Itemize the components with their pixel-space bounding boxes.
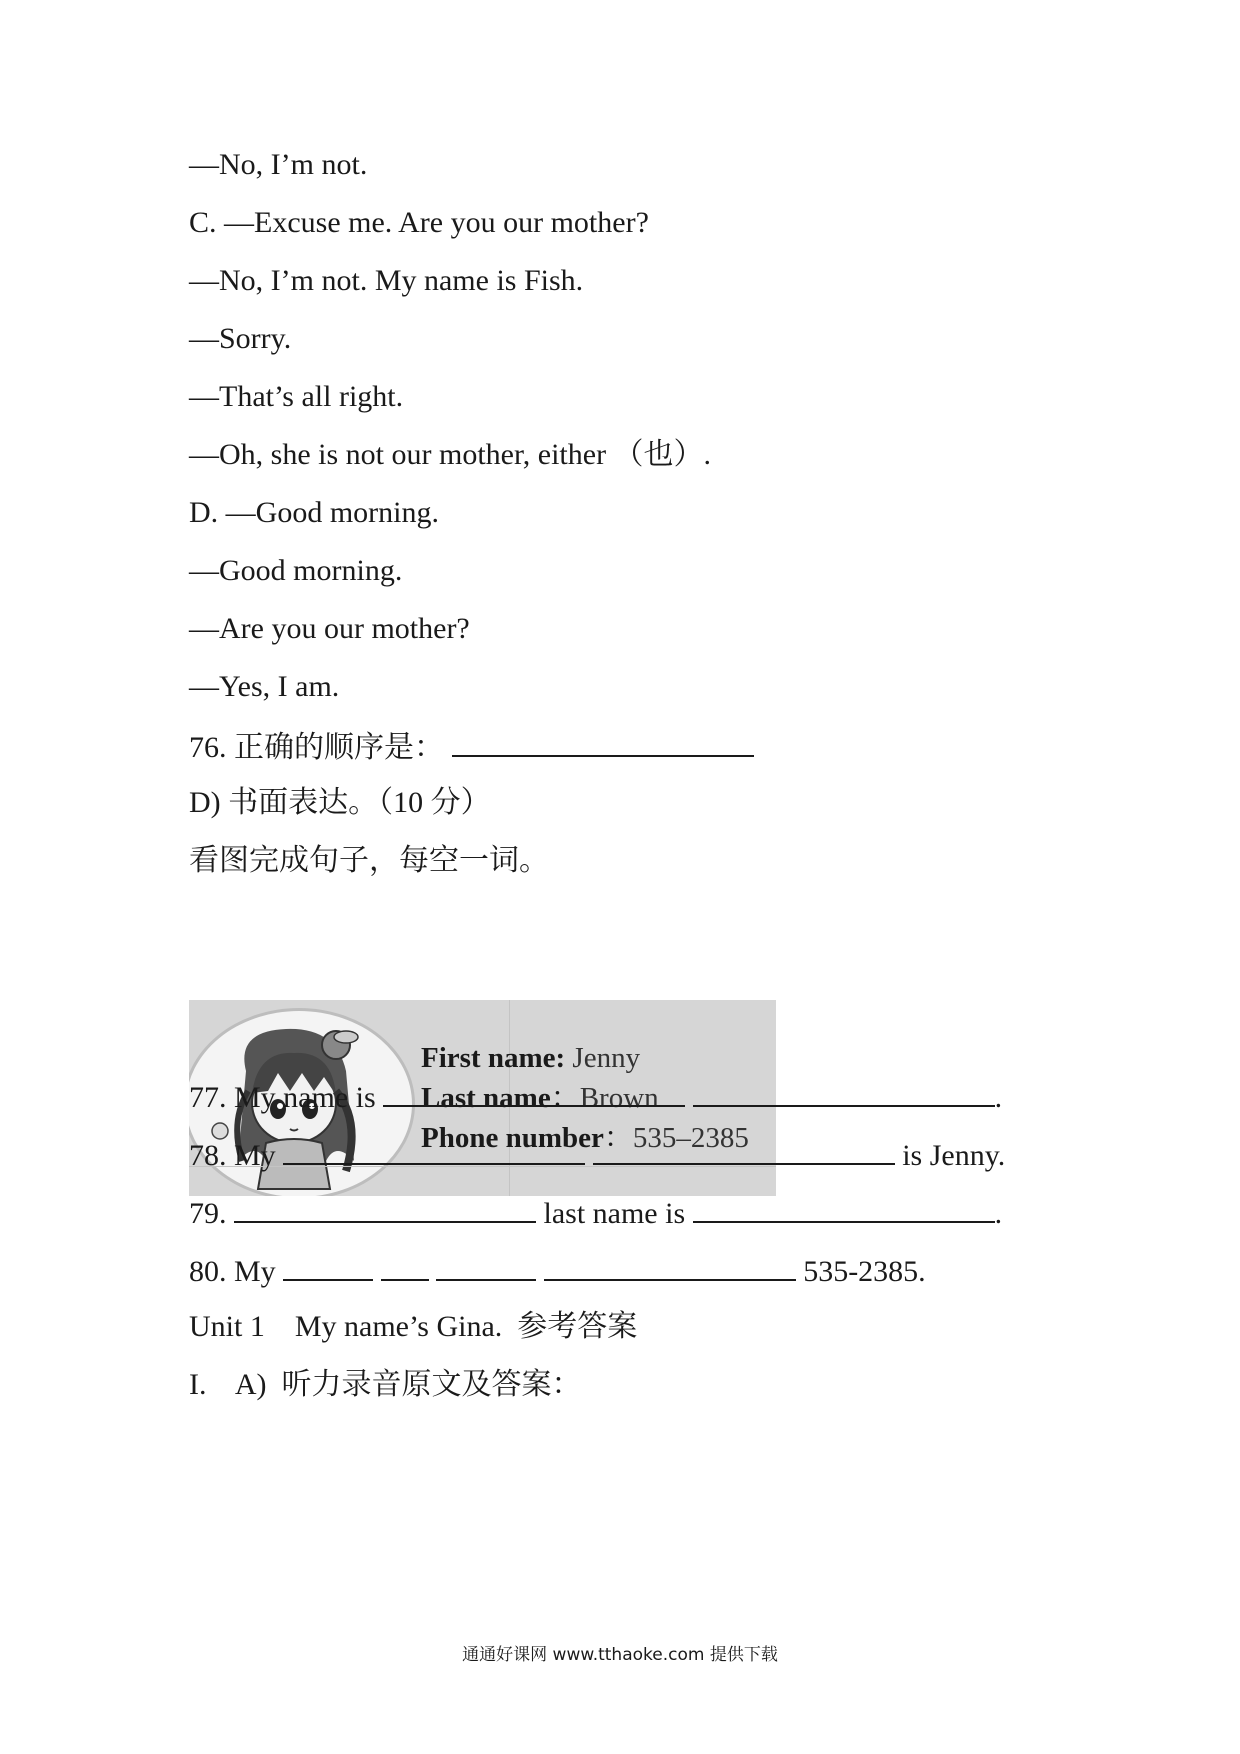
answer-blank[interactable] (283, 1133, 585, 1165)
dialogue-line: —Oh, she is not our mother, either （也）. (189, 438, 712, 471)
dialogue-line: —Yes, I am. (189, 670, 340, 703)
answer-blank[interactable] (383, 1075, 685, 1107)
dialogue-line: —Good morning. (189, 554, 403, 587)
colon: ： (603, 1122, 633, 1154)
dialogue-line: —Sorry. (189, 322, 292, 355)
dialogue-line: C. —Excuse me. Are you our mother? (189, 206, 649, 239)
answer-blank[interactable] (381, 1249, 429, 1281)
question-79-prefix: 79. (189, 1197, 227, 1230)
question-80-suffix: 535-2385. (803, 1255, 926, 1288)
last-name-label: Last name (421, 1082, 551, 1114)
answer-blank[interactable] (693, 1075, 995, 1107)
question-77-suffix: . (994, 1081, 1003, 1114)
section-d-instruction: 看图完成句子，每空一词。 (189, 844, 549, 877)
first-name-row (421, 1038, 749, 1078)
answer-blank[interactable] (234, 1191, 536, 1223)
dialogue-line: —That’s all right. (189, 380, 404, 413)
dialogue-line: —Are you our mother? (189, 612, 470, 645)
page-footer: 通通好课网 www.tthaoke.com 提供下载 (462, 1645, 778, 1665)
question-78-suffix: is Jenny. (902, 1139, 1006, 1172)
first-name-label: First name: (421, 1042, 566, 1074)
question-76 (189, 725, 754, 768)
answer-blank[interactable] (593, 1133, 895, 1165)
phone-label: Phone number (421, 1122, 604, 1154)
question-79 (189, 1191, 1002, 1234)
answer-key-subheading: I. A) 听力录音原文及答案： (189, 1368, 582, 1401)
first-name-value: Jenny (572, 1042, 641, 1074)
dialogue-line: —No, I’m not. (189, 148, 368, 181)
question-78-prefix: 78. My (189, 1139, 276, 1172)
colon: ： (550, 1082, 580, 1114)
phone-value: 535–2385 (632, 1122, 749, 1154)
question-78 (189, 1133, 1005, 1176)
answer-blank[interactable] (544, 1249, 796, 1281)
question-80 (189, 1249, 926, 1292)
question-79-suffix: . (994, 1197, 1003, 1230)
question-76-label: 76. 正确的顺序是： (189, 731, 444, 764)
answer-blank[interactable] (452, 725, 754, 757)
answer-blank[interactable] (436, 1249, 536, 1281)
question-79-middle: last name is (543, 1197, 686, 1230)
answer-blank[interactable] (693, 1191, 995, 1223)
last-name-value: Brown (579, 1082, 659, 1114)
question-80-prefix: 80. My (189, 1255, 276, 1288)
answer-key-heading: Unit 1 My name’s Gina. 参考答案 (189, 1310, 638, 1343)
dialogue-line: D. —Good morning. (189, 496, 439, 529)
dialogue-line: —No, I’m not. My name is Fish. (189, 264, 584, 297)
question-77-prefix: 77. My name is (189, 1081, 376, 1114)
question-77 (189, 1075, 1002, 1118)
answer-blank[interactable] (283, 1249, 373, 1281)
section-d-title: D) 书面表达。（10 分） (189, 786, 491, 819)
